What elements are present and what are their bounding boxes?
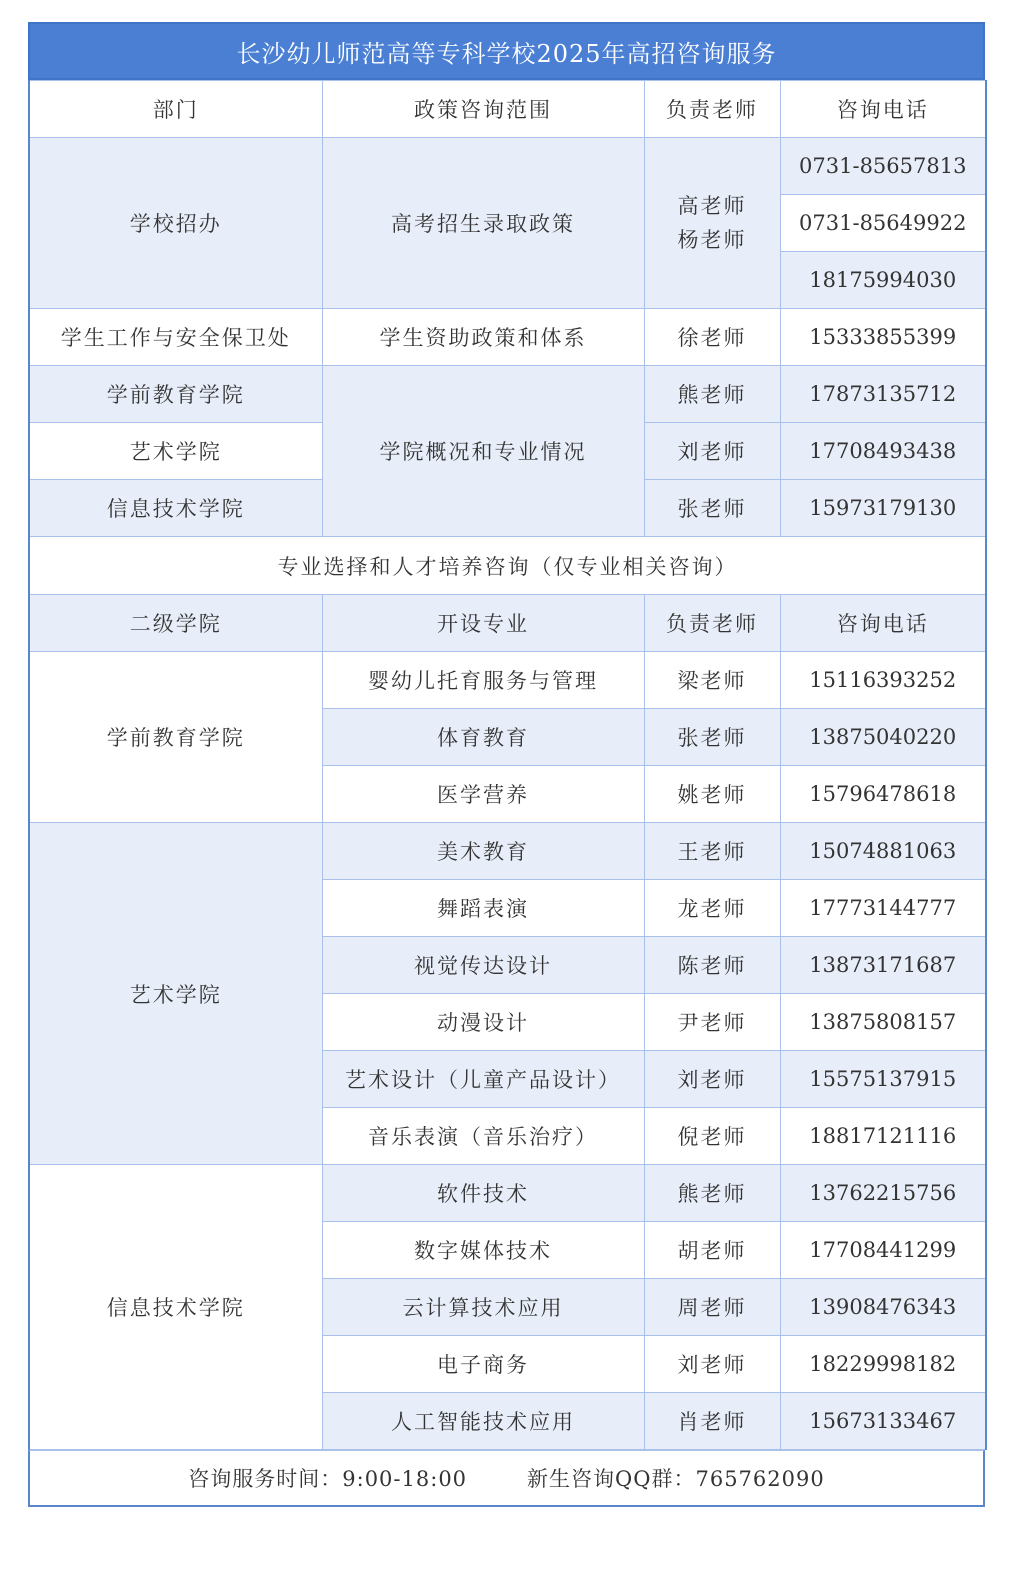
- column-header: 负责老师: [644, 595, 780, 652]
- qq-group: 新生咨询QQ群：765762090: [527, 1467, 825, 1491]
- phone-cell: 15973179130: [780, 480, 986, 537]
- teacher-cell: 徐老师: [644, 309, 780, 366]
- table-row: [29, 823, 986, 880]
- teacher-cell: [644, 138, 780, 309]
- phone-cell: 15575137915: [780, 1051, 986, 1108]
- phone-cell: 0731-85649922: [780, 195, 986, 252]
- column-header: 咨询电话: [780, 81, 986, 138]
- policy-header-row: [29, 81, 986, 138]
- phone-cell: 18175994030: [780, 252, 986, 309]
- footer: [28, 1450, 985, 1507]
- major-cell: 艺术设计（儿童产品设计）: [322, 1051, 644, 1108]
- major-cell: 音乐表演（音乐治疗）: [322, 1108, 644, 1165]
- phone-cell: 15673133467: [780, 1393, 986, 1450]
- dept-cell: 学生工作与安全保卫处: [29, 309, 322, 366]
- teacher-cell: 熊老师: [644, 1165, 780, 1222]
- major-cell: 软件技术: [322, 1165, 644, 1222]
- policy-table: [28, 80, 987, 1450]
- major-cell: 动漫设计: [322, 994, 644, 1051]
- dept-cell: 信息技术学院: [29, 480, 322, 537]
- phone-cell: 13875040220: [780, 709, 986, 766]
- teacher-cell: 熊老师: [644, 366, 780, 423]
- teacher-cell: 胡老师: [644, 1222, 780, 1279]
- table-row: [29, 652, 986, 709]
- table-row: [29, 366, 986, 423]
- teacher-name: 杨老师: [677, 228, 747, 252]
- major-cell: 云计算技术应用: [322, 1279, 644, 1336]
- teacher-cell: 刘老师: [644, 1336, 780, 1393]
- teacher-cell: 王老师: [644, 823, 780, 880]
- dept-cell: 艺术学院: [29, 423, 322, 480]
- column-header: 二级学院: [29, 595, 322, 652]
- phone-cell: 13875808157: [780, 994, 986, 1051]
- phone-cell: 17708493438: [780, 423, 986, 480]
- phone-cell: 13908476343: [780, 1279, 986, 1336]
- college-cell: 学前教育学院: [29, 652, 322, 823]
- major-cell: 电子商务: [322, 1336, 644, 1393]
- column-header: 咨询电话: [780, 595, 986, 652]
- major-cell: 婴幼儿托育服务与管理: [322, 652, 644, 709]
- teacher-cell: 倪老师: [644, 1108, 780, 1165]
- teacher-cell: 陈老师: [644, 937, 780, 994]
- phone-cell: 17708441299: [780, 1222, 986, 1279]
- college-cell: 信息技术学院: [29, 1165, 322, 1450]
- phone-cell: 0731-85657813: [780, 138, 986, 195]
- section-title-row: [29, 537, 986, 595]
- teacher-cell: 姚老师: [644, 766, 780, 823]
- phone-cell: 18229998182: [780, 1336, 986, 1393]
- phone-cell: 17873135712: [780, 366, 986, 423]
- major-cell: 数字媒体技术: [322, 1222, 644, 1279]
- major-cell: 舞蹈表演: [322, 880, 644, 937]
- teacher-cell: 肖老师: [644, 1393, 780, 1450]
- teacher-cell: 张老师: [644, 480, 780, 537]
- phone-cell: 17773144777: [780, 880, 986, 937]
- teacher-cell: 刘老师: [644, 423, 780, 480]
- scope-cell: 学生资助政策和体系: [322, 309, 644, 366]
- teacher-cell: 梁老师: [644, 652, 780, 709]
- phone-cell: 15333855399: [780, 309, 986, 366]
- teacher-cell: 刘老师: [644, 1051, 780, 1108]
- major-cell: 美术教育: [322, 823, 644, 880]
- teacher-cell: 尹老师: [644, 994, 780, 1051]
- college-cell: 艺术学院: [29, 823, 322, 1165]
- section-title: 专业选择和人才培养咨询（仅专业相关咨询）: [29, 537, 986, 595]
- scope-cell: 学院概况和专业情况: [322, 366, 644, 537]
- dept-cell: 学前教育学院: [29, 366, 322, 423]
- phone-cell: 18817121116: [780, 1108, 986, 1165]
- column-header: 负责老师: [644, 81, 780, 138]
- teacher-cell: 龙老师: [644, 880, 780, 937]
- column-header: 部门: [29, 81, 322, 138]
- majors-header-row: [29, 595, 986, 652]
- phone-cell: 15116393252: [780, 652, 986, 709]
- table-row: [29, 138, 986, 195]
- phone-cell: 13873171687: [780, 937, 986, 994]
- major-cell: 视觉传达设计: [322, 937, 644, 994]
- major-cell: 体育教育: [322, 709, 644, 766]
- table-row: [29, 309, 986, 366]
- scope-cell: 高考招生录取政策: [322, 138, 644, 309]
- consultation-sheet: [28, 22, 985, 1507]
- major-cell: 人工智能技术应用: [322, 1393, 644, 1450]
- column-header: 政策咨询范围: [322, 81, 644, 138]
- page-title: 长沙幼儿师范高等专科学校2025年高招咨询服务: [28, 22, 985, 80]
- major-cell: 医学营养: [322, 766, 644, 823]
- phone-cell: 15074881063: [780, 823, 986, 880]
- dept-cell: 学校招办: [29, 138, 322, 309]
- phone-cell: 13762215756: [780, 1165, 986, 1222]
- phone-cell: 15796478618: [780, 766, 986, 823]
- teacher-cell: 周老师: [644, 1279, 780, 1336]
- column-header: 开设专业: [322, 595, 644, 652]
- teacher-name: 高老师: [677, 194, 747, 218]
- teacher-cell: 张老师: [644, 709, 780, 766]
- service-hours: 咨询服务时间：9:00-18:00: [188, 1467, 468, 1491]
- table-row: [29, 1165, 986, 1222]
